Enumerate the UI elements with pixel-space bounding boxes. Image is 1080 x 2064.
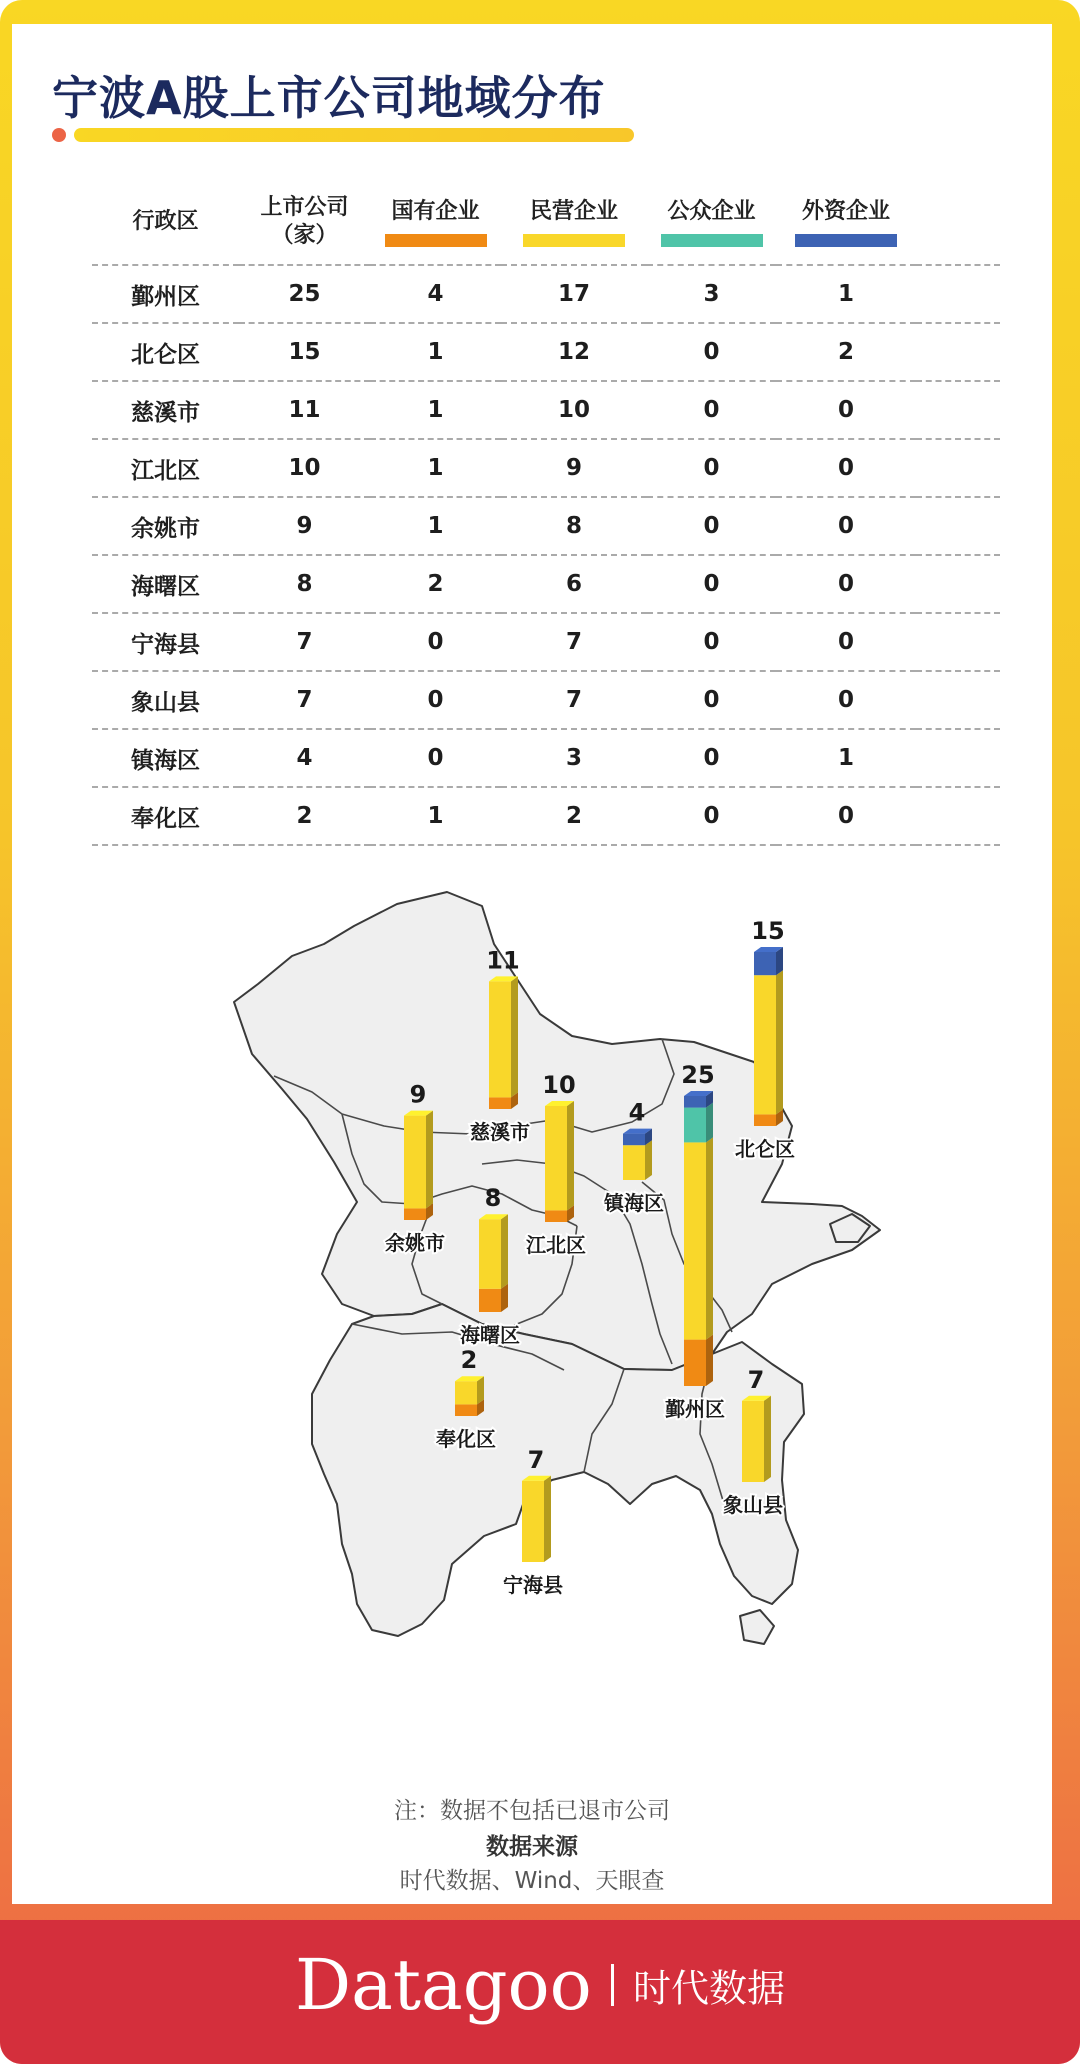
bar-category-label: 江北区 — [526, 1233, 586, 1257]
bar-category-label: 北仑区 — [735, 1137, 795, 1161]
bar-segment — [455, 1381, 477, 1404]
bar-segment-side — [511, 976, 518, 1097]
table-row — [92, 671, 1000, 729]
cell-private: 8 — [501, 497, 647, 555]
cell-state-owned: 1 — [370, 497, 501, 555]
header-district: 行政区 — [92, 180, 239, 265]
table-header-row — [92, 180, 1000, 265]
brand-wordmark: Datagoo — [294, 1944, 592, 2026]
cell-district: 鄞州区 — [92, 265, 239, 323]
cell-spacer — [916, 671, 1000, 729]
content-card — [12, 24, 1052, 1904]
cell-district: 奉化区 — [92, 787, 239, 845]
cell-public: 0 — [647, 323, 776, 381]
table-row — [92, 439, 1000, 497]
bar-segment-side — [501, 1214, 508, 1289]
cell-private: 3 — [501, 729, 647, 787]
cell-district: 慈溪市 — [92, 381, 239, 439]
map-island-south — [740, 1610, 774, 1644]
cell-foreign: 1 — [776, 729, 916, 787]
bar-segment-side — [544, 1476, 551, 1562]
legend-swatch-public — [661, 234, 763, 247]
cell-spacer — [916, 729, 1000, 787]
cell-public: 0 — [647, 613, 776, 671]
bar-segment — [479, 1289, 501, 1312]
cell-public: 0 — [647, 787, 776, 845]
cell-public: 3 — [647, 265, 776, 323]
bar-segment — [684, 1096, 706, 1108]
cell-district: 海曙区 — [92, 555, 239, 613]
bar-category-label: 象山县 — [723, 1493, 783, 1517]
header-state-owned: 国有企业 — [370, 180, 501, 265]
cell-foreign: 0 — [776, 613, 916, 671]
cell-total: 25 — [239, 265, 370, 323]
cell-spacer — [916, 265, 1000, 323]
bar-segment — [489, 1097, 511, 1109]
cell-public: 0 — [647, 381, 776, 439]
cell-foreign: 0 — [776, 787, 916, 845]
source-text: 时代数据、Wind、天眼查 — [399, 1868, 665, 1894]
page-title: 宁波A股上市公司地域分布 — [52, 71, 606, 125]
cell-spacer — [916, 323, 1000, 381]
cell-state-owned: 1 — [370, 381, 501, 439]
cell-public: 0 — [647, 671, 776, 729]
bar-segment — [404, 1116, 426, 1209]
bar-value-label: 25 — [681, 1061, 715, 1089]
bar-segment-side — [567, 1101, 574, 1210]
source-title: 数据来源 — [486, 1834, 578, 1860]
header-private: 民营企业 — [501, 180, 647, 265]
bar-segment-side — [706, 1103, 713, 1143]
cell-foreign: 1 — [776, 265, 916, 323]
table-body — [92, 265, 1000, 845]
bar-segment — [522, 1481, 544, 1562]
cell-private: 10 — [501, 381, 647, 439]
bar-category-label: 镇海区 — [604, 1191, 664, 1215]
cell-total: 15 — [239, 323, 370, 381]
cell-private: 12 — [501, 323, 647, 381]
cell-district: 象山县 — [92, 671, 239, 729]
cell-total: 4 — [239, 729, 370, 787]
cell-district: 宁海县 — [92, 613, 239, 671]
cell-district: 余姚市 — [92, 497, 239, 555]
legend-swatch-foreign — [795, 234, 897, 247]
bar-value-label: 15 — [751, 917, 785, 945]
bar-segment — [479, 1219, 501, 1289]
bar-category-label: 宁海县 — [503, 1573, 563, 1597]
ningbo-map-chart — [12, 864, 1052, 1784]
header-foreign: 外资企业 — [776, 180, 916, 265]
table-row — [92, 613, 1000, 671]
cell-state-owned: 2 — [370, 555, 501, 613]
cell-foreign: 0 — [776, 439, 916, 497]
bar-segment-side — [645, 1140, 652, 1180]
footer-banner — [0, 1920, 1080, 2064]
table-row — [92, 265, 1000, 323]
brand-divider — [611, 1964, 614, 2006]
cell-state-owned: 1 — [370, 439, 501, 497]
cell-state-owned: 0 — [370, 729, 501, 787]
cell-private: 17 — [501, 265, 647, 323]
table-row — [92, 729, 1000, 787]
cell-total: 11 — [239, 381, 370, 439]
bar-segment — [684, 1108, 706, 1143]
cell-private: 9 — [501, 439, 647, 497]
bar-value-label: 11 — [486, 946, 520, 975]
header-listed: 上市公司 （家） — [239, 180, 370, 265]
cell-public: 0 — [647, 439, 776, 497]
cell-total: 7 — [239, 613, 370, 671]
bar-segment — [455, 1404, 477, 1416]
bar-value-label: 7 — [747, 1365, 765, 1394]
bar-segment — [754, 1114, 776, 1126]
cell-total: 10 — [239, 439, 370, 497]
table-row — [92, 381, 1000, 439]
cell-private: 7 — [501, 613, 647, 671]
cell-private: 2 — [501, 787, 647, 845]
cell-foreign: 2 — [776, 323, 916, 381]
bar-segment — [742, 1401, 764, 1482]
title-underline-bar — [74, 128, 634, 142]
bar-value-label: 7 — [527, 1445, 545, 1474]
cell-private: 7 — [501, 671, 647, 729]
bar-category-label: 余姚市 — [385, 1231, 445, 1255]
bar-segment — [623, 1134, 645, 1146]
cell-spacer — [916, 381, 1000, 439]
bar-value-label: 2 — [460, 1346, 478, 1375]
map-outline — [234, 892, 880, 1644]
cell-state-owned: 1 — [370, 323, 501, 381]
bar-value-label: 8 — [484, 1184, 502, 1213]
bar-segment — [489, 981, 511, 1097]
cell-total: 9 — [239, 497, 370, 555]
header-spacer — [916, 180, 1000, 265]
cell-spacer — [916, 497, 1000, 555]
cell-foreign: 0 — [776, 555, 916, 613]
cell-state-owned: 0 — [370, 671, 501, 729]
cell-foreign: 0 — [776, 381, 916, 439]
bar-segment — [754, 952, 776, 975]
cell-spacer — [916, 787, 1000, 845]
cell-state-owned: 4 — [370, 265, 501, 323]
cell-district: 镇海区 — [92, 729, 239, 787]
cell-state-owned: 0 — [370, 613, 501, 671]
table-row — [92, 555, 1000, 613]
bar-segment — [684, 1340, 706, 1386]
legend-swatch-private — [523, 234, 625, 247]
cell-public: 0 — [647, 729, 776, 787]
brand-name: 时代数据 — [633, 1966, 786, 2011]
brand-logo — [0, 1944, 1080, 2026]
table-row — [92, 323, 1000, 381]
bar-segment — [623, 1145, 645, 1180]
cell-total: 8 — [239, 555, 370, 613]
title-underline-dot — [52, 128, 66, 142]
bar-segment-side — [706, 1137, 713, 1339]
bar-segment — [545, 1210, 567, 1222]
cell-private: 6 — [501, 555, 647, 613]
bar-segment — [545, 1106, 567, 1210]
table-row — [92, 787, 1000, 845]
cell-total: 2 — [239, 787, 370, 845]
cell-public: 0 — [647, 497, 776, 555]
table-row — [92, 497, 1000, 555]
cell-public: 0 — [647, 555, 776, 613]
bar-value-label: 9 — [409, 1080, 427, 1109]
bar-value-label: 10 — [542, 1071, 576, 1099]
district-table — [92, 180, 1000, 846]
bar-category-label: 奉化区 — [436, 1427, 496, 1451]
header-public: 公众企业 — [647, 180, 776, 265]
bar-category-label: 海曙区 — [460, 1323, 520, 1347]
cell-spacer — [916, 439, 1000, 497]
cell-foreign: 0 — [776, 671, 916, 729]
cell-district: 北仑区 — [92, 323, 239, 381]
bar-category-label: 慈溪市 — [470, 1120, 530, 1144]
bar-segment — [404, 1208, 426, 1220]
bar-value-label: 4 — [628, 1098, 646, 1127]
footnote: 注：数据不包括已退市公司 — [394, 1798, 670, 1824]
bar-segment — [754, 975, 776, 1114]
legend-swatch-state-owned — [385, 234, 487, 247]
bar-category-label: 鄞州区 — [665, 1397, 725, 1421]
cell-state-owned: 1 — [370, 787, 501, 845]
bar-segment-side — [426, 1111, 433, 1209]
bar-segment — [684, 1142, 706, 1339]
bar-segment-side — [764, 1396, 771, 1482]
bar-segment-side — [706, 1335, 713, 1386]
cell-spacer — [916, 555, 1000, 613]
cell-district: 江北区 — [92, 439, 239, 497]
cell-spacer — [916, 613, 1000, 671]
cell-total: 7 — [239, 671, 370, 729]
bar-segment-side — [776, 970, 783, 1114]
cell-foreign: 0 — [776, 497, 916, 555]
